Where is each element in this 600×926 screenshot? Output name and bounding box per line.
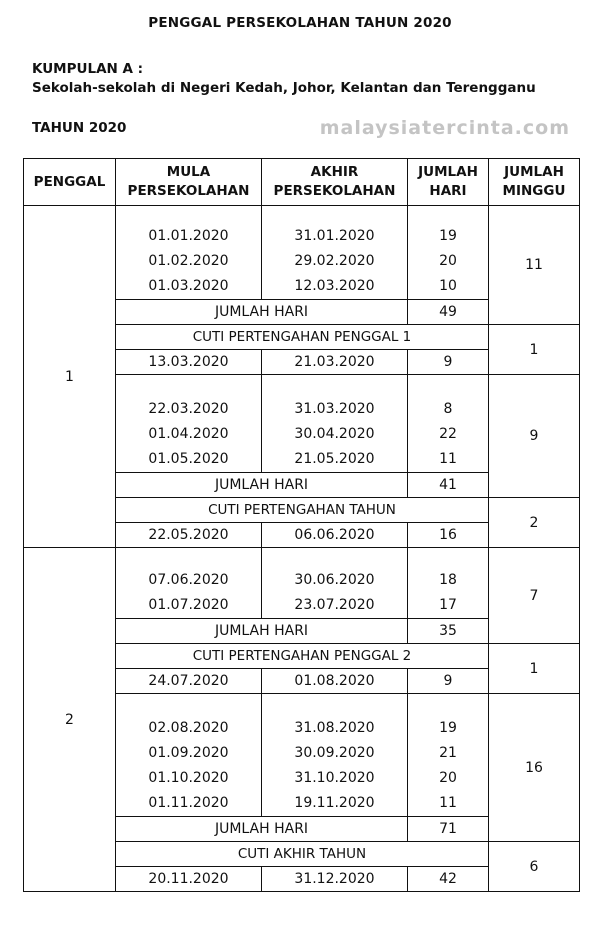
group-label: KUMPULAN A : — [32, 61, 144, 77]
cuti-hari: 9 — [408, 350, 489, 375]
cuti-title: CUTI PERTENGAHAN TAHUN — [116, 498, 489, 523]
cuti-mula: 24.07.2020 — [116, 669, 262, 694]
akhir-dates: 30.06.2020 23.07.2020 — [262, 548, 408, 619]
sum-value: 49 — [408, 300, 489, 325]
sum-value: 35 — [408, 619, 489, 644]
cuti-mula: 20.11.2020 — [116, 867, 262, 892]
cuti-hari: 16 — [408, 523, 489, 548]
sum-value: 71 — [408, 817, 489, 842]
hari-values: 18 17 — [408, 548, 489, 619]
header-row — [24, 159, 580, 206]
page-title: PENGGAL PERSEKOLAHAN TAHUN 2020 — [148, 15, 452, 31]
year-label: TAHUN 2020 — [32, 120, 127, 136]
cuti-title: CUTI AKHIR TAHUN — [116, 842, 489, 867]
hari-values: 8 22 11 — [408, 375, 489, 473]
minggu-value: 6 — [489, 842, 580, 892]
sum-label: JUMLAH HARI — [116, 817, 408, 842]
cuti-title: CUTI PERTENGAHAN PENGGAL 1 — [116, 325, 489, 350]
minggu-value: 1 — [489, 325, 580, 375]
mula-dates: 01.01.2020 01.02.2020 01.03.2020 — [116, 206, 262, 300]
akhir-dates: 31.01.2020 29.02.2020 12.03.2020 — [262, 206, 408, 300]
table-row — [24, 206, 580, 300]
minggu-value: 16 — [489, 694, 580, 842]
minggu-value: 9 — [489, 375, 580, 498]
header-mula: MULA PERSEKOLAHAN — [116, 159, 262, 206]
sum-label: JUMLAH HARI — [116, 300, 408, 325]
calendar-table — [23, 158, 580, 892]
minggu-value: 7 — [489, 548, 580, 644]
group-description: Sekolah-sekolah di Negeri Kedah, Johor, Kelantan dan Terengganu — [32, 80, 536, 96]
header-akhir: AKHIR PERSEKOLAHAN — [262, 159, 408, 206]
cuti-akhir: 21.03.2020 — [262, 350, 408, 375]
mula-dates: 22.03.2020 01.04.2020 01.05.2020 — [116, 375, 262, 473]
watermark: malaysiatercinta.com — [319, 117, 570, 139]
sum-label: JUMLAH HARI — [116, 473, 408, 498]
akhir-dates: 31.03.2020 30.04.2020 21.05.2020 — [262, 375, 408, 473]
sum-value: 41 — [408, 473, 489, 498]
header-penggal: PENGGAL — [24, 159, 116, 206]
cuti-mula: 22.05.2020 — [116, 523, 262, 548]
cuti-hari: 42 — [408, 867, 489, 892]
cuti-hari: 9 — [408, 669, 489, 694]
hari-values: 19 21 20 11 — [408, 694, 489, 817]
mula-dates: 02.08.2020 01.09.2020 01.10.2020 01.11.2020 — [116, 694, 262, 817]
cuti-title: CUTI PERTENGAHAN PENGGAL 2 — [116, 644, 489, 669]
minggu-value: 1 — [489, 644, 580, 694]
hari-values: 19 20 10 — [408, 206, 489, 300]
penggal-1-cell: 1 — [24, 206, 116, 548]
minggu-value: 11 — [489, 206, 580, 325]
akhir-dates: 31.08.2020 30.09.2020 31.10.2020 19.11.2020 — [262, 694, 408, 817]
cuti-akhir: 01.08.2020 — [262, 669, 408, 694]
table-row — [24, 548, 580, 619]
mula-dates: 07.06.2020 01.07.2020 — [116, 548, 262, 619]
cuti-akhir: 31.12.2020 — [262, 867, 408, 892]
header-jumlah-minggu: JUMLAH MINGGU — [489, 159, 580, 206]
header-jumlah-hari: JUMLAH HARI — [408, 159, 489, 206]
cuti-mula: 13.03.2020 — [116, 350, 262, 375]
penggal-2-cell: 2 — [24, 548, 116, 892]
cuti-akhir: 06.06.2020 — [262, 523, 408, 548]
minggu-value: 2 — [489, 498, 580, 548]
sum-label: JUMLAH HARI — [116, 619, 408, 644]
